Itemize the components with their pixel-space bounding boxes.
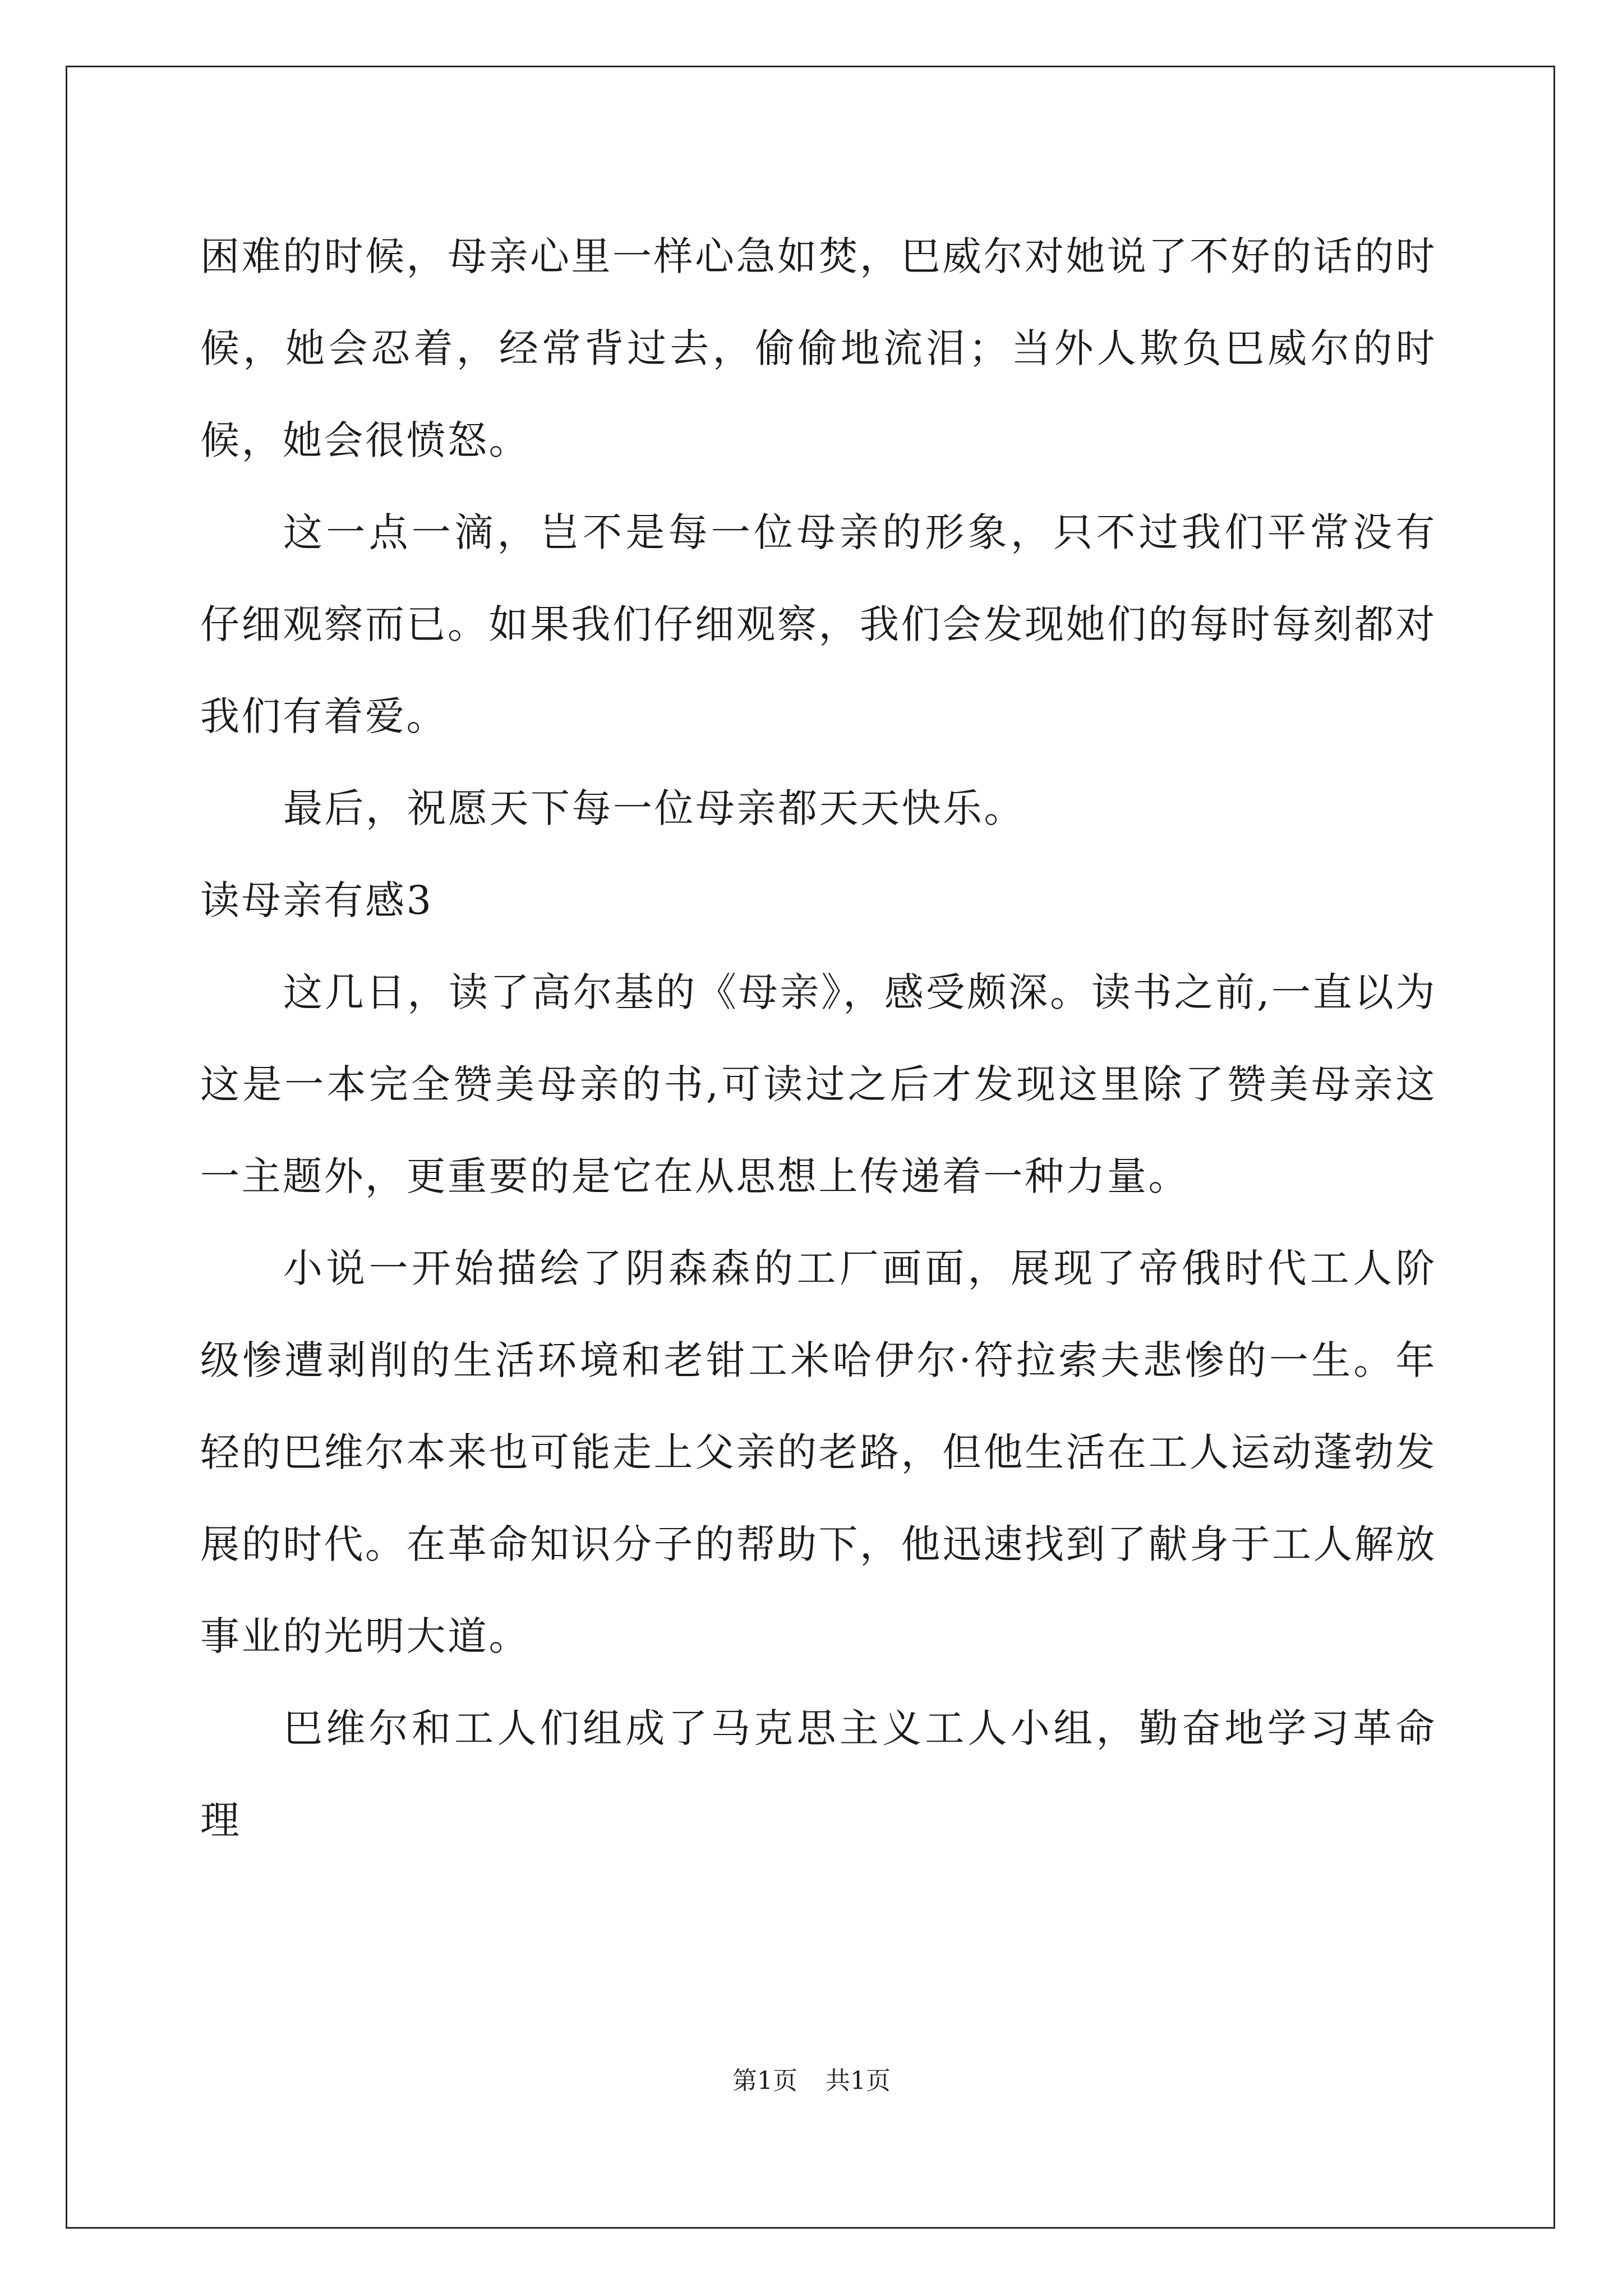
paragraph: 困难的时候，母亲心里一样心急如焚，巴威尔对她说了不好的话的时候，她会忍着，经常背过去，偷偷地流泪；当外人欺负巴威尔的时候，她会很愤怒。 xyxy=(200,233,1437,463)
page-number: 第1页 xyxy=(732,2067,797,2095)
page-total: 共1页 xyxy=(826,2067,891,2095)
document-body xyxy=(200,210,1437,1866)
paragraph: 最后，祝愿天下每一位母亲都天天快乐。 xyxy=(283,785,1025,831)
paragraph: 这一点一滴，岂不是每一位母亲的形象，只不过我们平常没有仔细观察而已。如果我们仔细观察，我们会发现她们的每时每刻都对我们有着爱。 xyxy=(200,509,1437,739)
paragraph: 这几日，读了高尔基的《母亲》，感受颇深。读书之前,一直以为这是一本完全赞美母亲的书,可读过之后才发现这里除了赞美母亲这一主题外，更重要的是它在从思想上传递着一种力量。 xyxy=(200,969,1437,1199)
section-heading: 读母亲有感3 xyxy=(200,877,434,923)
paragraph: 小说一开始描绘了阴森森的工厂画面，展现了帝俄时代工人阶级惨遭剥削的生活环境和老钳工米哈伊尔·符拉索夫悲惨的一生。年轻的巴维尔本来也可能走上父亲的老路，但他生活在工人运动蓬勃发展的时代。在革命知识分子的帮助下，他迅速找到了献身于工人解放事业的光明大道。 xyxy=(200,1245,1437,1659)
page-footer xyxy=(0,2064,1623,2098)
paragraph: 巴维尔和工人们组成了马克思主义工人小组，勤奋地学习革命理 xyxy=(200,1705,1437,1843)
